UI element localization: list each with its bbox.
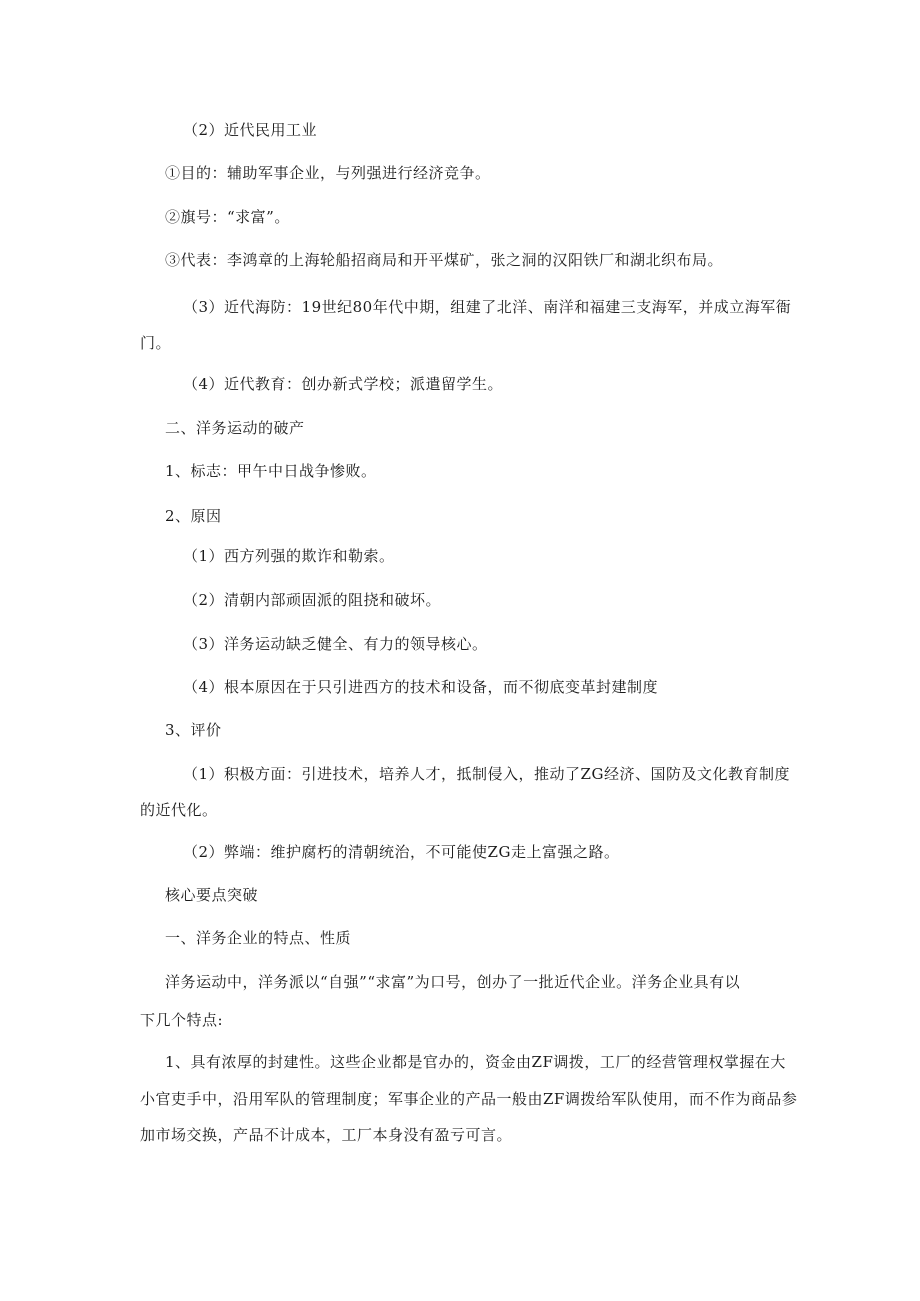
list-item-cause-4: （4）根本原因在于只引进西方的技术和设备，而不彻底变革封建制度 <box>183 678 659 696</box>
paragraph-navy-cont: 门。 <box>140 334 172 352</box>
paragraph-feudal-nature-cont2: 加市场交换，产品不计成本，工厂本身没有盈亏可言。 <box>140 1126 513 1144</box>
paragraph-feudal-nature-cont1: 小官吏手中，沿用军队的管理制度；军事企业的产品一般由ZF调拨给军队使用，而不作为商品参 <box>140 1090 798 1108</box>
heading-core-points: 核心要点突破 <box>165 886 259 904</box>
paragraph-enterprise-intro: 洋务运动中，洋务派以“自强”“求富”为口号，创办了一批近代企业。洋务企业具有以 <box>165 973 741 991</box>
paragraph-education: （4）近代教育：创办新式学校；派遣留学生。 <box>183 375 504 393</box>
list-item-positive: （1）积极方面：引进技术，培养人才，抵制侵入，推动了ZG经济、国防及文化教育制度 <box>183 765 790 783</box>
list-item-drawbacks: （2）弊端：维护腐朽的清朝统治，不可能使ZG走上富强之路。 <box>183 843 620 861</box>
heading-causes: 2、原因 <box>165 507 222 525</box>
heading-evaluation: 3、评价 <box>165 721 222 739</box>
paragraph-enterprise-intro-cont: 下几个特点: <box>140 1011 224 1029</box>
paragraph-purpose: ①目的：辅助军事企业，与列强进行经济竞争。 <box>165 164 491 182</box>
list-item-positive-cont: 的近代化。 <box>140 801 218 819</box>
list-item-cause-1: （1）西方列强的欺诈和勒索。 <box>183 547 395 565</box>
section-heading-bankruptcy: 二、洋务运动的破产 <box>165 419 305 437</box>
paragraph-representatives: ③代表：李鸿章的上海轮船招商局和开平煤矿，张之洞的汉阳铁厂和湖北织布局。 <box>165 251 724 269</box>
paragraph-slogan: ②旗号：“求富”。 <box>165 208 290 226</box>
paragraph-feudal-nature: 1、具有浓厚的封建性。这些企业都是官办的，资金由ZF调拨，工厂的经营管理权掌握在大 <box>165 1053 786 1071</box>
list-item-cause-3: （3）洋务运动缺乏健全、有力的领导核心。 <box>183 635 488 653</box>
heading-civil-industry: （2）近代民用工业 <box>183 121 318 139</box>
section-heading-enterprise-features: 一、洋务企业的特点、性质 <box>165 929 352 947</box>
list-item-cause-2: （2）清朝内部顽固派的阻挠和破坏。 <box>183 591 442 609</box>
paragraph-navy: （3）近代海防：19世纪80年代中期，组建了北洋、南洋和福建三支海军，并成立海军衙 <box>183 298 792 316</box>
paragraph-sign: 1、标志：甲午中日战争惨败。 <box>165 462 377 480</box>
